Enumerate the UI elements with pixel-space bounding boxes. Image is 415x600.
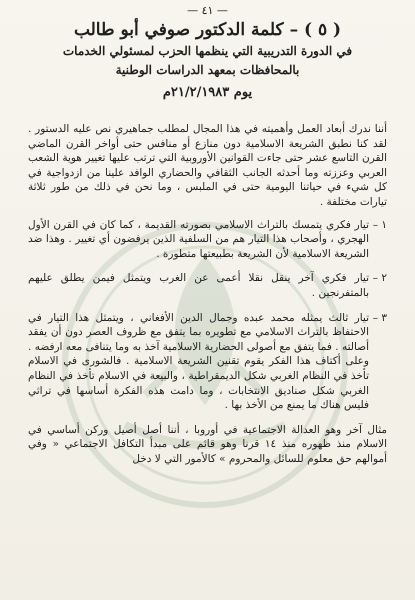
document-body: [28, 122, 387, 474]
heading-date: يوم ٢١/٢/١٩٨٣م: [162, 85, 253, 100]
list-item: [28, 218, 387, 272]
closing-paragraph: مثال آخر وهو العدالة الاجتماعية في أوروبا ، أننا أصل أصيل وركن أساسي في الاسلام منذ ظهوره منذ ١٤ قرنا وهو قائم على مبدأ التكافل الاجتماعي « وفي أموالهم حق معلوم للسائل والمحروم » كالأمور التي لا دخل: [28, 423, 387, 465]
list-item-text: تيار فكري آخر ينقل نقلا أعمى عن الغرب ويتمثل فيمن يطلق عليهم بالمتفرنجين .: [28, 272, 369, 299]
heading-subtitle-2: بالمحافظات بمعهد الدراسات الوطنية: [115, 63, 300, 77]
list-item: [28, 311, 387, 423]
document-heading: [28, 18, 387, 104]
list-item-number: ١ –: [372, 218, 387, 231]
list-item-text: تيار فكري يتمسك بالتراث الاسلامي بصورته القديمة ، كما كان في القرن الأول الهجري ، وأصحاب هذا التيار هم من السلفية الذين يرفضون أي تغيير . وهذا ضد الشريعة الاسلامية لأن الشريعة بطبيعتها متطورة .: [28, 218, 369, 260]
list-item-number: ٢ –: [372, 272, 387, 285]
list-item-number: ٣ –: [372, 311, 387, 324]
list-item: [28, 271, 387, 310]
list-item-text: تيار ثالث يمثله محمد عبده وجمال الدين الأفغاني ، ويتمثل هذا التيار في الاحتفاظ بالتراث الاسلامي مع تطويره بما يتفق مع ظروف العصر دون أن يفقد أصالته . فما يتفق مع أصولى الحضارية الاسلامية آخذ به وما يتنافى معه ارفضه . وعلى أكتاف هذا الفكر يقوم تقنين الشريعة الاسلامية . فالشورى في الاسلام تأخذ في النظام الغربي شكل الديمقراطية ، والبيعة في الاسلام تأخذ في النظام الغربي شكل صناديق الانتخابات ، وما دامت هذه الفكرة أساسها في تراثي فليس هناك ما يمنع من الأخذ بها .: [28, 311, 369, 412]
page-number: — ٤١ —: [187, 4, 228, 17]
heading-subtitle-1: في الدورة التدريبية التي ينظمها الحزب لمسئولي الخدمات: [62, 44, 353, 58]
heading-title: ( ٥ ) – كلمة الدكتور صوفي أبو طالب: [73, 20, 342, 40]
intro-paragraph: أننا ندرك أبعاد العمل وأهميته في هذا المجال لمطلب جماهيري نص عليه الدستور . لقد كنا نطبق الشريعة الاسلامية دون منازع أو منافس حتى أواخر القرن الماضي القرن التاسع عشر حتى جاءت القوانين الأوروبية التي ترتب عليها تغيير هوية الشعب العربي وعززته وما أحدثه الجانب الثقافي والحضاري الوافد علينا من ازدواجية في كل شيء في حياتنا اليومية حتى في الملبس ، وما نحن في ذلك من طور ثلاثة تيارات مختلفة .: [28, 123, 387, 208]
